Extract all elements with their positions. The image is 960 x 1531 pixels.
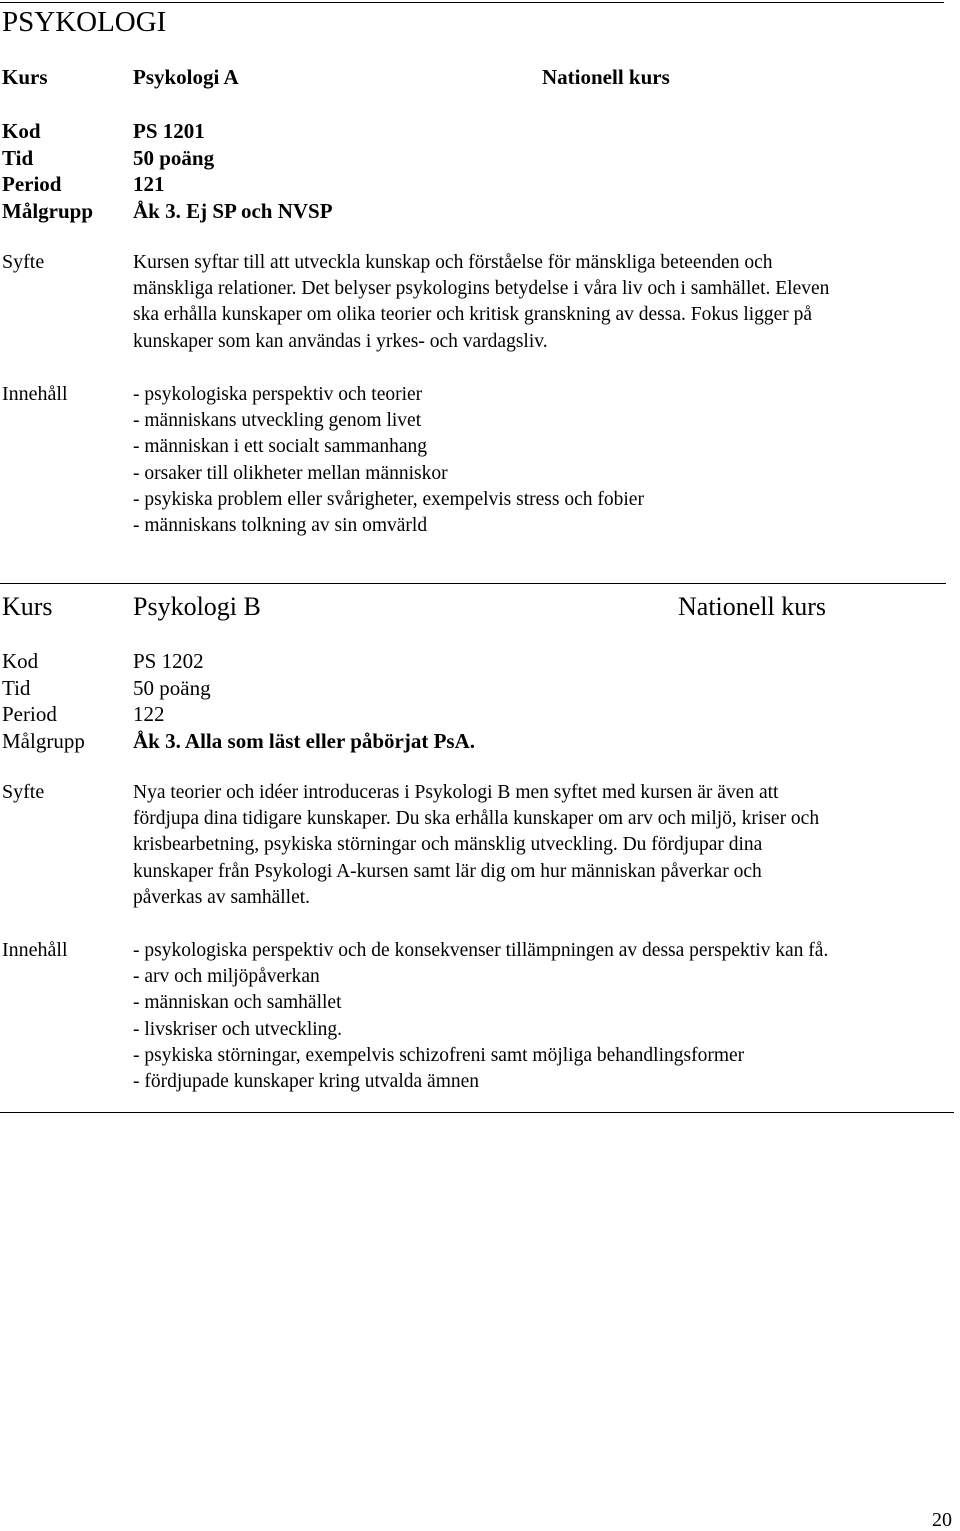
meta-value-period: 122 bbox=[133, 702, 165, 726]
syfte-line: krisbearbetning, psykiska störningar och mänsklig utveckling. Du fördjupar dina bbox=[133, 834, 763, 856]
course-type: Nationell kurs bbox=[678, 592, 827, 621]
syfte-text bbox=[133, 250, 829, 355]
meta-value-period: 121 bbox=[133, 172, 165, 196]
meta-value-malgrupp: Åk 3. Alla som läst eller påbörjat PsA. bbox=[133, 728, 476, 753]
meta-values bbox=[133, 118, 333, 224]
meta-value-kod: PS 1201 bbox=[133, 119, 205, 143]
innehall-item: - psykiska störningar, exempelvis schizofreni samt möjliga behandlingsformer bbox=[133, 1044, 745, 1066]
innehall-item: - människan och samhället bbox=[133, 992, 342, 1014]
meta-label-tid: Tid bbox=[2, 145, 34, 170]
innehall-item: - psykologiska perspektiv och de konsekvenser tillämpningen av dessa perspektiv kan få. bbox=[133, 940, 829, 961]
meta-label-malgrupp: Målgrupp bbox=[2, 728, 85, 753]
section-divider bbox=[0, 583, 946, 584]
syfte-line: Nya teorier och idéer introduceras i Psykologi B men syftet med kursen är även att bbox=[133, 782, 779, 803]
innehall-item: - människans tolkning av sin omvärld bbox=[133, 514, 428, 536]
meta-labels bbox=[2, 118, 93, 224]
meta-label-kod: Kod bbox=[2, 119, 41, 143]
kurs-label: Kurs bbox=[2, 65, 48, 89]
syfte-line: kunskaper från Psykologi A-kursen samt lär dig om hur människan påverkar och bbox=[133, 860, 762, 882]
syfte-line: mänskliga relationer. Det belyser psykologins betydelse i våra liv och i samhället. Eleven bbox=[133, 278, 830, 300]
syfte-label: Syfte bbox=[2, 781, 45, 803]
course-type: Nationell kurs bbox=[542, 65, 670, 89]
innehall-item: - orsaker till olikheter mellan människor bbox=[133, 462, 448, 484]
meta-value-tid: 50 poäng bbox=[133, 675, 211, 700]
innehall-item: - fördjupade kunskaper kring utvalda ämnen bbox=[133, 1070, 480, 1092]
syfte-text bbox=[133, 780, 819, 911]
innehall-list bbox=[133, 938, 828, 1095]
syfte-line: kunskaper som kan användas i yrkes- och vardagsliv. bbox=[133, 330, 548, 352]
syfte-label: Syfte bbox=[2, 251, 45, 273]
innehall-item: - psykologiska perspektiv och teorier bbox=[133, 384, 423, 405]
meta-value-malgrupp: Åk 3. Ej SP och NVSP bbox=[133, 198, 333, 223]
page-number: 20 bbox=[932, 1509, 952, 1531]
innehall-item: - psykiska problem eller svårigheter, exempelvis stress och fobier bbox=[133, 488, 644, 510]
meta-labels bbox=[2, 648, 85, 754]
kurs-label: Kurs bbox=[2, 592, 53, 621]
course-name: Psykologi A bbox=[133, 65, 239, 89]
innehall-label: Innehåll bbox=[2, 383, 68, 405]
page-title: PSYKOLOGI bbox=[2, 6, 167, 38]
meta-values bbox=[133, 648, 475, 754]
meta-label-period: Period bbox=[2, 702, 57, 726]
meta-value-tid: 50 poäng bbox=[133, 145, 215, 170]
syfte-line: ska erhålla kunskaper om olika teorier och kritisk granskning av dessa. Fokus ligger på bbox=[133, 304, 813, 326]
innehall-item: - livskriser och utveckling. bbox=[133, 1018, 343, 1040]
syfte-line: påverkas av samhället. bbox=[133, 886, 311, 908]
innehall-item: - arv och miljöpåverkan bbox=[133, 966, 320, 988]
innehall-label: Innehåll bbox=[2, 939, 68, 961]
innehall-item: - människans utveckling genom livet bbox=[133, 410, 422, 432]
innehall-list bbox=[133, 382, 644, 539]
innehall-item: - människan i ett socialt sammanhang bbox=[133, 436, 428, 458]
syfte-line: fördjupa dina tidigare kunskaper. Du ska erhålla kunskaper om arv och miljö, kriser och bbox=[133, 808, 820, 830]
meta-label-malgrupp: Målgrupp bbox=[2, 198, 94, 223]
top-rule bbox=[0, 2, 944, 3]
syfte-line: Kursen syftar till att utveckla kunskap och förståelse för mänskliga beteenden och bbox=[133, 252, 773, 273]
meta-label-period: Period bbox=[2, 172, 62, 196]
bottom-rule bbox=[0, 1112, 954, 1113]
meta-label-kod: Kod bbox=[2, 649, 39, 673]
meta-label-tid: Tid bbox=[2, 675, 31, 700]
meta-value-kod: PS 1202 bbox=[133, 649, 204, 673]
course-name: Psykologi B bbox=[133, 592, 261, 621]
